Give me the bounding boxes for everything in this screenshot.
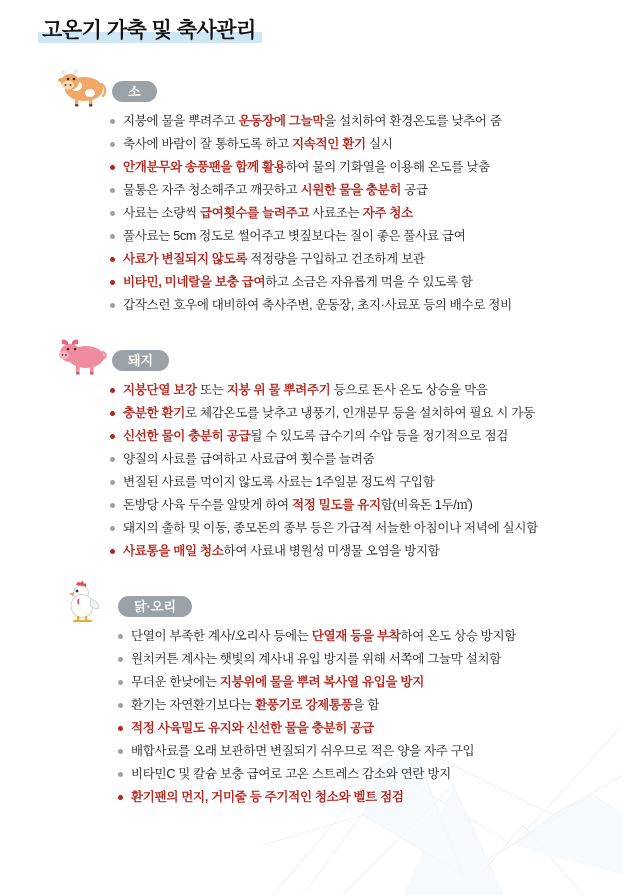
list-item: 단열이 부족한 계사/오리사 등에는 단열재 등을 부착하여 온도 상승 방지함 bbox=[118, 625, 601, 648]
list-item: 비타민C 및 칼슘 보충 급여로 고온 스트레스 감소와 연란 방지 bbox=[118, 763, 601, 786]
section-cow bbox=[22, 62, 601, 317]
list-item: 변질된 사료를 먹이지 않도록 사료는 1주일분 정도씩 구입함 bbox=[110, 471, 601, 494]
list-item: 축사에 바람이 잘 통하도록 하고 지속적인 환기 실시 bbox=[110, 133, 601, 156]
list-item: 충분한 환기로 체감온도를 낮추고 냉풍기, 인개분무 등을 설치하여 필요 시 가동 bbox=[110, 402, 601, 425]
section-badge-cow: 소 bbox=[112, 81, 157, 102]
list-item: 배합사료를 오래 보관하면 변질되기 쉬우므로 적은 양을 자주 구입 bbox=[118, 740, 601, 763]
list-item: 사료가 변질되지 않도록 적정량을 구입하고 건조하게 보관 bbox=[110, 248, 601, 271]
list-item: 적정 사육밀도 유지와 신선한 물을 충분히 공급 bbox=[118, 717, 601, 740]
list-item: 비타민, 미네랄을 보충 급여하고 소금은 자유롭게 먹을 수 있도록 함 bbox=[110, 271, 601, 294]
bullet-list-chicken-duck bbox=[22, 625, 601, 809]
bullet-list-cow bbox=[22, 110, 601, 317]
section-badge-chicken-duck: 닭·오리 bbox=[118, 596, 192, 617]
section-header-chicken-duck bbox=[62, 577, 601, 623]
section-badge-pig: 돼지 bbox=[112, 350, 169, 371]
chicken-icon bbox=[62, 577, 114, 623]
list-item: 환기는 자연환기보다는 환풍기로 강제통풍을 함 bbox=[118, 694, 601, 717]
list-item: 지붕단열 보강 또는 지붕 위 물 뿌려주기 등으로 돈사 온도 상승을 막음 bbox=[110, 379, 601, 402]
list-item: 풀사료는 5cm 정도로 썰어주고 볏짚보다는 질이 좋은 풀사료 급여 bbox=[110, 225, 601, 248]
list-item: 신선한 물이 충분히 공급될 수 있도록 급수기의 수압 등을 정기적으로 점검 bbox=[110, 425, 601, 448]
section-pig bbox=[22, 331, 601, 563]
list-item: 무더운 한낮에는 지붕위에 물을 뿌려 복사열 유입을 방지 bbox=[118, 671, 601, 694]
section-chicken-duck bbox=[22, 577, 601, 809]
list-item: 원치커튼 계사는 햇빛의 계사내 유입 방지를 위해 서쪽에 그늘막 설치함 bbox=[118, 648, 601, 671]
list-item: 사료는 소량씩 급여횟수를 늘려주고 사료조는 자주 청소 bbox=[110, 202, 601, 225]
list-item: 갑작스런 호우에 대비하여 축사주변, 운동장, 초지·사료포 등의 배수로 정비 bbox=[110, 294, 601, 317]
bullet-list-pig bbox=[22, 379, 601, 563]
page-title bbox=[42, 14, 256, 44]
section-header-pig bbox=[56, 331, 601, 377]
list-item: 돈방당 사육 두수를 알맞게 하여 적정 밀도를 유지함(비육돈 1두/㎡) bbox=[110, 494, 601, 517]
pig-icon bbox=[56, 331, 108, 377]
list-item: 물통은 자주 청소해주고 깨끗하고 시원한 물을 충분히 공급 bbox=[110, 179, 601, 202]
page-title-text: 고온기 가축 및 축사관리 bbox=[42, 19, 256, 42]
list-item: 돼지의 출하 및 이동, 종모돈의 종부 등은 가급적 서늘한 아침이나 저녁에 실시함 bbox=[110, 517, 601, 540]
cow-icon bbox=[56, 62, 108, 108]
list-item: 안개분무와 송풍팬을 함께 활용하여 물의 기화열을 이용해 온도를 낮춤 bbox=[110, 156, 601, 179]
list-item: 지붕에 물을 뿌려주고 운동장에 그늘막을 설치하여 환경온도를 낮추어 줌 bbox=[110, 110, 601, 133]
list-item: 양질의 사료를 급여하고 사료급여 횟수를 늘려줌 bbox=[110, 448, 601, 471]
section-header-cow bbox=[56, 62, 601, 108]
list-item: 환기팬의 먼지, 거미줄 등 주기적인 청소와 벨트 점검 bbox=[118, 786, 601, 809]
list-item: 사료통을 매일 청소하여 사료내 병원성 미생물 오염을 방지함 bbox=[110, 540, 601, 563]
